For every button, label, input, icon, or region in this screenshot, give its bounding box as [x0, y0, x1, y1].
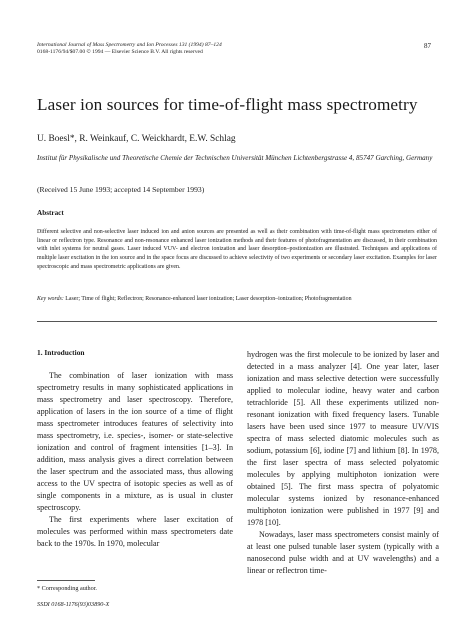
paragraph: Nowadays, laser mass spectrometers consist mainly of at least one pulsed tunable laser system (typically with a nanosecond pulse width and at UV wavelengths) and a linear or reflectron time- — [247, 530, 439, 575]
author-list: U. Boesl*, R. Weinkauf, C. Weickhardt, E.W. Schlag — [37, 134, 236, 144]
corresponding-author-note: * Corresponding author. — [37, 585, 97, 592]
ssdi-code: SSDI 0168-1176(93)03890-X — [37, 601, 110, 608]
section-divider — [37, 321, 437, 322]
keywords-text: Laser; Time of flight; Reflectron; Resonance-enhanced laser ionization; Laser desorption–ionization; Photofragmentation — [65, 296, 352, 302]
section-heading: 1. Introduction — [37, 348, 85, 357]
running-header — [37, 42, 437, 57]
article-title: Laser ion sources for time-of-flight mass spectrometry — [37, 95, 418, 114]
left-column — [37, 370, 233, 550]
page-number: 87 — [424, 42, 431, 50]
paragraph: hydrogen was the first molecule to be ionized by laser and detected in a mass analyzer [4]. One year later, laser ionization and mass selective detection were successfully applied to molecular iodine, heavy water and carbon tetrachloride [5]. All these experiments utilized non-resonant ionization with fixed frequency lasers. Tunable lasers have been used since 1977 to measure UV/VIS spectra of mass selected diatomic molecules such as sodium, potassium [6], iodine [7] and lithium [8]. In 1978, the first laser spectra of mass selected polyatomic molecules by applying multiphoton ionization were obtained [5]. The first mass spectra of polyatomic molecular systems ionized by resonance-enhanced multiphoton ionization were published in 1977 [9] and 1978 [10]. — [247, 350, 439, 527]
keywords — [37, 295, 437, 304]
abstract-heading: Abstract — [37, 209, 64, 217]
paragraph: The combination of laser ionization with mass spectrometry results in many sophisticated applications in mass spectrometry and laser spectroscopy. Therefore, application of lasers in the ion source of a time of flight mass spectrometer introduces features of selectivity into mass spectrometry, i.e. species-, isomer- or state-selective ionization and control of fragment intensities [1–3]. In addition, mass analysis gives a direct correlation between the laser spectrum and the associated mass, thus allowing access to the UV spectra of isotopic species as well as of single components in a mixture, as is usual in cluster spectroscopy. — [37, 371, 233, 512]
issn-copyright: 0168-1176/94/$07.00 © 1994 — Elsevier Science B.V. All rights reserved — [37, 49, 203, 56]
keywords-label: Key words: — [37, 296, 64, 302]
journal-citation: International Journal of Mass Spectrometry and Ion Processes 131 (1994) 87–124 — [37, 42, 222, 48]
affiliation: Institut für Physikalische und Theoretische Chemie der Technischen Universität München Lichtenbergstrasse 4, 85747 Garching, Germany — [37, 154, 433, 162]
paragraph: The first experiments where laser excitation of molecules was performed within mass spectrometers date back to the 1970s. In 1970, molecular — [37, 515, 233, 548]
right-column — [247, 349, 439, 577]
footnote-divider — [37, 580, 95, 581]
abstract-text: Different selective and non-selective laser induced ion and anion sources are presented as well as their combination with time-of-flight mass spectrometers either of linear or reflectron type. Resonance and non-resonance enhanced laser ionization methods and their features of photofragmentation are discussed, in their combination with inlet systems for neutral gases. Laser induced VUV- and electron ionization and laser desorption–postionization are illustrated. Techniques and applications of multiple laser excitation in the ion source and in the space focus are discussed to achieve selectivity of two experiments or secondary laser excitation. Examples for laser spectroscopic and mass spectrometric applications are given. — [37, 229, 437, 270]
received-dates: (Received 15 June 1993; accepted 14 September 1993) — [37, 185, 205, 194]
